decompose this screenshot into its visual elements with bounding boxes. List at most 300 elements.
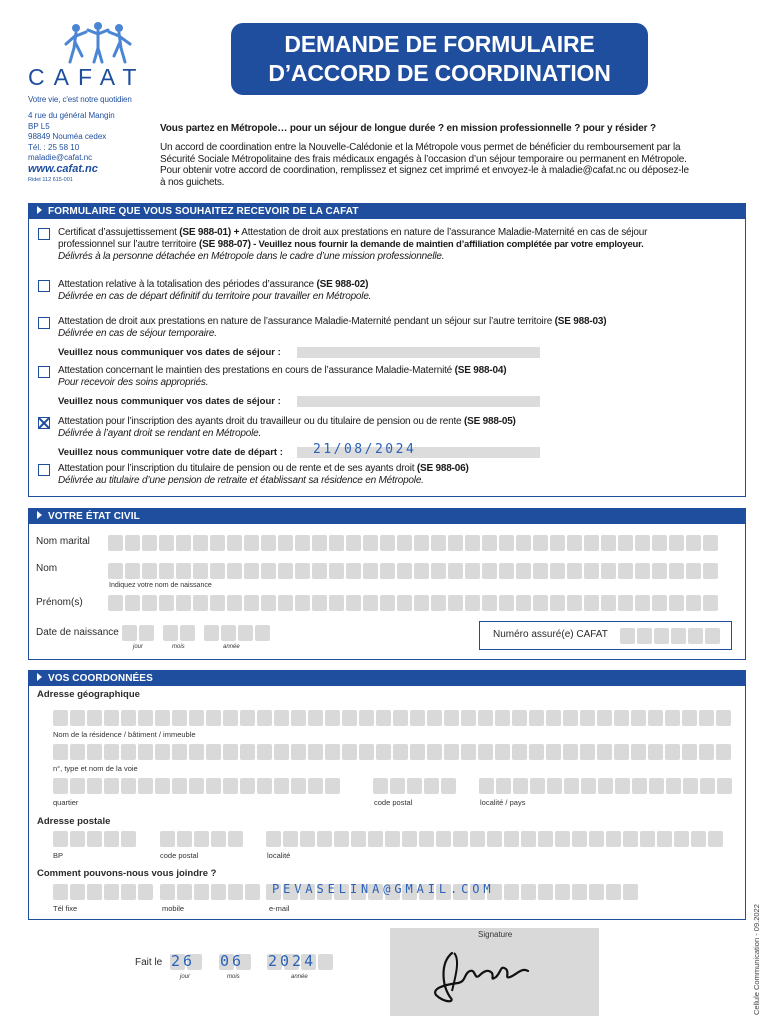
input-cell xyxy=(699,744,714,760)
bp-label: BP xyxy=(53,851,64,860)
birth-year-input[interactable] xyxy=(204,625,270,641)
option-se-988-02 xyxy=(38,279,728,303)
input-cell xyxy=(70,884,85,900)
input-cell xyxy=(257,710,272,726)
input-cell xyxy=(108,595,123,611)
input-cell xyxy=(414,535,429,551)
input-cell xyxy=(329,563,344,579)
input-cell xyxy=(555,831,570,847)
intro-line: Pour obtenir votre accord de coordination, remplissez et signez cet imprimé et envoyez-le à maladie@cafat.nc ou déposez-le xyxy=(160,165,689,176)
input-cell xyxy=(176,535,191,551)
voie-input[interactable] xyxy=(53,744,731,760)
input-cell xyxy=(295,563,310,579)
input-cell xyxy=(580,710,595,726)
input-cell xyxy=(325,710,340,726)
input-cell xyxy=(620,628,635,644)
input-cell xyxy=(448,595,463,611)
option-se-988-04 xyxy=(38,365,728,389)
option-note: - Veuillez nous fournir la demande de maintien d’affiliation complétée par votre employeur. xyxy=(250,239,644,250)
input-cell xyxy=(584,595,599,611)
input-cell xyxy=(87,744,102,760)
option-label: Attestation relative à la totalisation des périodes d’assurance xyxy=(58,279,317,290)
cafat-logo-figures-icon xyxy=(62,22,134,66)
residence-input[interactable] xyxy=(53,710,731,726)
input-cell xyxy=(325,744,340,760)
input-cell xyxy=(618,535,633,551)
input-cell xyxy=(238,625,253,641)
input-cell xyxy=(363,595,378,611)
input-cell xyxy=(496,778,511,794)
input-cell xyxy=(210,595,225,611)
option-label: Attestation de droit aux prestations en nature de l’assurance Maladie-Maternité pendant un séjour sur l’autre territoire xyxy=(58,316,555,327)
input-cell xyxy=(716,710,731,726)
input-cell xyxy=(699,710,714,726)
input-cell xyxy=(499,595,514,611)
input-cell xyxy=(312,563,327,579)
input-cell xyxy=(504,831,519,847)
input-cell xyxy=(632,778,647,794)
checkbox-se-988-03[interactable] xyxy=(38,317,50,329)
signature-label: Signature xyxy=(478,930,513,939)
input-cell xyxy=(142,535,157,551)
input-cell xyxy=(189,744,204,760)
form-code: (SE 988-05) xyxy=(463,416,516,427)
adresse-geo-heading: Adresse géographique xyxy=(37,689,140,700)
option-label: Attestation pour l’inscription du titulaire de pension ou de rente et de ses ayants droit xyxy=(58,463,417,474)
input-cell xyxy=(155,710,170,726)
input-cell xyxy=(318,954,333,970)
input-cell xyxy=(121,884,136,900)
input-cell xyxy=(142,563,157,579)
input-cell xyxy=(172,710,187,726)
input-cell xyxy=(278,595,293,611)
input-cell xyxy=(546,744,561,760)
input-cell xyxy=(180,625,195,641)
address-line: 4 rue du général Mangin xyxy=(28,111,115,120)
birth-day-input[interactable] xyxy=(122,625,154,641)
input-cell xyxy=(538,831,553,847)
quartier-input[interactable] xyxy=(53,778,340,794)
input-cell xyxy=(516,563,531,579)
input-cell xyxy=(227,535,242,551)
input-cell xyxy=(193,563,208,579)
input-cell xyxy=(390,778,405,794)
input-cell xyxy=(635,595,650,611)
input-cell xyxy=(104,831,119,847)
input-cell xyxy=(631,744,646,760)
input-cell xyxy=(291,744,306,760)
input-cell xyxy=(380,563,395,579)
input-cell xyxy=(300,831,315,847)
input-cell xyxy=(87,884,102,900)
input-cell xyxy=(206,778,221,794)
input-cell xyxy=(665,744,680,760)
option-description: Délivrée en cas de départ définitif du territoire pour travailler en Métropole. xyxy=(58,291,372,302)
input-cell xyxy=(53,831,68,847)
input-cell xyxy=(193,595,208,611)
code-postal-label: code postal xyxy=(160,851,199,860)
input-cell xyxy=(244,595,259,611)
triangle-right-icon xyxy=(37,673,42,681)
input-cell xyxy=(448,535,463,551)
input-cell xyxy=(334,831,349,847)
form-code: (SE 988-07) xyxy=(199,239,251,250)
input-cell xyxy=(546,710,561,726)
input-cell xyxy=(312,535,327,551)
input-cell xyxy=(516,595,531,611)
input-cell xyxy=(211,831,226,847)
jour-label: jour xyxy=(180,974,191,980)
address-line: 98849 Nouméa cedex xyxy=(28,132,107,142)
option-description: Pour recevoir des soins appropriés. xyxy=(58,377,209,388)
input-cell xyxy=(223,710,238,726)
fait-le-label: Fait le xyxy=(135,957,163,968)
input-cell xyxy=(533,595,548,611)
input-cell xyxy=(283,831,298,847)
input-cell xyxy=(228,884,243,900)
nom-marital-input[interactable] xyxy=(108,535,718,551)
input-cell xyxy=(512,710,527,726)
intro-line: Un accord de coordination entre la Nouvelle-Calédonie et la Métropole vous permet de bénéficier du remboursement par la xyxy=(160,142,681,153)
input-cell xyxy=(346,535,361,551)
input-cell xyxy=(210,563,225,579)
option-label: Attestation concernant le maintien des prestations en cours de l’assurance Maladie-Maternité xyxy=(58,365,455,376)
input-cell xyxy=(204,625,219,641)
input-cell xyxy=(686,535,701,551)
joindre-heading: Comment pouvons-nous vous joindre ? xyxy=(37,868,217,879)
input-cell xyxy=(648,710,663,726)
input-cell xyxy=(308,710,323,726)
input-cell xyxy=(635,563,650,579)
input-cell xyxy=(444,744,459,760)
input-cell xyxy=(635,535,650,551)
input-cell xyxy=(482,595,497,611)
localite-input[interactable] xyxy=(266,831,723,847)
input-cell xyxy=(274,778,289,794)
input-cell xyxy=(465,535,480,551)
input-cell xyxy=(648,744,663,760)
cafat-slogan: Votre vie, c'est notre quotidien xyxy=(28,95,132,104)
input-cell xyxy=(671,628,686,644)
input-cell xyxy=(139,625,154,641)
input-cell xyxy=(584,563,599,579)
input-cell xyxy=(717,778,732,794)
input-cell xyxy=(567,595,582,611)
prenoms-label: Prénom(s) xyxy=(36,597,83,608)
input-cell xyxy=(160,884,175,900)
input-cell xyxy=(564,778,579,794)
input-cell xyxy=(572,831,587,847)
input-cell xyxy=(274,744,289,760)
nom-input[interactable] xyxy=(108,563,718,579)
intro-line: à nos guichets. xyxy=(160,176,225,188)
input-cell xyxy=(427,744,442,760)
tel-fixe-input[interactable] xyxy=(53,884,153,900)
input-cell xyxy=(657,831,672,847)
input-cell xyxy=(244,535,259,551)
input-cell xyxy=(516,535,531,551)
input-cell xyxy=(351,831,366,847)
input-cell xyxy=(665,710,680,726)
input-cell xyxy=(530,778,545,794)
input-cell xyxy=(601,563,616,579)
ridet-number: Ridet 112 615-001 xyxy=(28,176,73,183)
input-cell xyxy=(227,563,242,579)
input-cell xyxy=(652,595,667,611)
prenoms-input[interactable] xyxy=(108,595,718,611)
triangle-right-icon xyxy=(37,511,42,519)
section-heading-label: VOTRE ÉTAT CIVIL xyxy=(48,511,140,522)
input-cell xyxy=(601,535,616,551)
option-description: Délivrés à la personne détachée en Métropole dans le cadre d’une mission professionnelle. xyxy=(58,251,445,262)
input-cell xyxy=(686,563,701,579)
checkbox-se-988-01[interactable] xyxy=(38,228,50,240)
input-cell xyxy=(359,710,374,726)
checkbox-se-988-06[interactable] xyxy=(38,464,50,476)
input-cell xyxy=(87,710,102,726)
input-cell xyxy=(669,595,684,611)
input-cell xyxy=(465,563,480,579)
option-se-988-03 xyxy=(38,316,728,340)
section-formulaire xyxy=(28,203,746,497)
input-cell xyxy=(461,744,476,760)
input-cell xyxy=(295,535,310,551)
tel-fixe-label: Tél fixe xyxy=(53,904,78,913)
checkbox-se-988-04[interactable] xyxy=(38,366,50,378)
input-cell xyxy=(563,710,578,726)
input-cell xyxy=(342,710,357,726)
cafat-logo-text: CAFAT xyxy=(28,64,146,90)
input-cell xyxy=(159,563,174,579)
input-cell xyxy=(261,563,276,579)
address-line: BP L5 xyxy=(28,121,50,131)
input-cell xyxy=(470,831,485,847)
input-cell xyxy=(606,884,621,900)
input-cell xyxy=(121,831,136,847)
input-cell xyxy=(606,831,621,847)
input-cell xyxy=(550,563,565,579)
input-cell xyxy=(359,744,374,760)
voie-label: n°, type et nom de la voie xyxy=(53,764,138,773)
input-cell xyxy=(177,884,192,900)
input-cell xyxy=(581,778,596,794)
birth-month-input[interactable] xyxy=(163,625,195,641)
sejour-dates-input[interactable] xyxy=(297,396,540,407)
input-cell xyxy=(325,778,340,794)
input-cell xyxy=(163,625,178,641)
input-cell xyxy=(479,778,494,794)
checkbox-se-988-05-checked[interactable] xyxy=(38,417,50,429)
input-cell xyxy=(189,778,204,794)
input-cell xyxy=(53,744,68,760)
input-cell xyxy=(533,535,548,551)
residence-label: Nom de la résidence / bâtiment / immeuble xyxy=(53,730,196,739)
input-cell xyxy=(257,744,272,760)
input-cell xyxy=(618,595,633,611)
input-cell xyxy=(159,595,174,611)
input-cell xyxy=(138,744,153,760)
input-cell xyxy=(125,595,140,611)
input-cell xyxy=(244,563,259,579)
input-cell xyxy=(87,831,102,847)
code-postal-postal-input[interactable] xyxy=(160,831,243,847)
input-cell xyxy=(453,831,468,847)
input-cell xyxy=(601,595,616,611)
input-cell xyxy=(682,710,697,726)
input-cell xyxy=(580,744,595,760)
input-cell xyxy=(308,778,323,794)
input-cell xyxy=(138,710,153,726)
bp-input[interactable] xyxy=(53,831,136,847)
form-code: (SE 988-04) xyxy=(454,365,507,376)
input-cell xyxy=(529,710,544,726)
input-cell xyxy=(512,744,527,760)
input-cell xyxy=(104,710,119,726)
fait-month-value: 06 xyxy=(220,952,245,970)
section-heading xyxy=(29,204,745,219)
input-cell xyxy=(478,710,493,726)
email-link[interactable]: maladie@cafat.nc xyxy=(28,153,93,163)
input-cell xyxy=(240,778,255,794)
input-cell xyxy=(615,778,630,794)
input-cell xyxy=(533,563,548,579)
option-se-988-01 xyxy=(38,227,728,263)
input-cell xyxy=(210,535,225,551)
input-cell xyxy=(221,625,236,641)
input-cell xyxy=(397,595,412,611)
input-cell xyxy=(674,831,689,847)
input-cell xyxy=(373,778,388,794)
triangle-right-icon xyxy=(37,206,42,214)
input-cell xyxy=(686,595,701,611)
input-cell xyxy=(499,563,514,579)
sejour-dates-input[interactable] xyxy=(297,347,540,358)
input-cell xyxy=(555,884,570,900)
code-postal-input[interactable] xyxy=(373,778,456,794)
input-cell xyxy=(705,628,720,644)
input-cell xyxy=(495,710,510,726)
signature-scribble-icon xyxy=(430,945,550,1005)
input-cell xyxy=(414,563,429,579)
input-cell xyxy=(410,710,425,726)
input-cell xyxy=(393,710,408,726)
input-cell xyxy=(482,535,497,551)
input-cell xyxy=(53,710,68,726)
input-cell xyxy=(108,535,123,551)
input-cell xyxy=(431,595,446,611)
fait-day-value: 26 xyxy=(171,952,196,970)
input-cell xyxy=(211,884,226,900)
option-se-988-05 xyxy=(38,416,728,440)
input-cell xyxy=(261,535,276,551)
email-field-label: e-mail xyxy=(269,904,290,913)
input-cell xyxy=(419,831,434,847)
input-cell xyxy=(121,778,136,794)
depart-date-value: 21/08/2024 xyxy=(313,442,417,457)
input-cell xyxy=(142,595,157,611)
input-cell xyxy=(614,744,629,760)
input-cell xyxy=(227,595,242,611)
section-heading xyxy=(29,671,745,686)
input-cell xyxy=(521,831,536,847)
input-cell xyxy=(266,831,281,847)
input-cell xyxy=(654,628,669,644)
input-cell xyxy=(312,595,327,611)
form-code: (SE 988-03) xyxy=(554,316,607,327)
mois-label: mois xyxy=(172,644,185,650)
input-cell xyxy=(499,535,514,551)
input-cell xyxy=(121,744,136,760)
input-cell xyxy=(623,884,638,900)
checkbox-se-988-02[interactable] xyxy=(38,280,50,292)
input-cell xyxy=(623,831,638,847)
option-description: Délivrée au titulaire d’une pension de retraite et établissant sa résidence en Métropole. xyxy=(58,475,424,486)
sejour-dates-label: Veuillez nous communiquer vos dates de séjour : xyxy=(58,347,281,358)
input-cell xyxy=(346,563,361,579)
input-cell xyxy=(177,831,192,847)
numero-assure-input[interactable] xyxy=(620,628,720,644)
input-cell xyxy=(376,710,391,726)
input-cell xyxy=(691,831,706,847)
localite-pays-input[interactable] xyxy=(479,778,732,794)
localite-pays-label: localité / pays xyxy=(480,798,526,807)
input-cell xyxy=(598,778,613,794)
input-cell xyxy=(669,563,684,579)
form-code: (SE 988-06) xyxy=(416,463,469,474)
input-cell xyxy=(176,595,191,611)
input-cell xyxy=(700,778,715,794)
input-cell xyxy=(155,744,170,760)
input-cell xyxy=(597,744,612,760)
title-line-2: D’ACCORD DE COORDINATION xyxy=(268,60,611,86)
input-cell xyxy=(504,884,519,900)
input-cell xyxy=(618,563,633,579)
mois-label: mois xyxy=(227,974,240,980)
input-cell xyxy=(380,535,395,551)
mobile-input[interactable] xyxy=(160,884,260,900)
input-cell xyxy=(194,831,209,847)
input-cell xyxy=(547,778,562,794)
intro-question: Vous partez en Métropole… pour un séjour de longue durée ? en mission professionnelle ? pour y résider ? xyxy=(160,123,656,134)
input-cell xyxy=(346,595,361,611)
input-cell xyxy=(193,535,208,551)
input-cell xyxy=(414,595,429,611)
input-cell xyxy=(402,831,417,847)
website-link[interactable]: www.cafat.nc xyxy=(28,162,98,175)
input-cell xyxy=(159,535,174,551)
section-heading-label: FORMULAIRE QUE VOUS SOUHAITEZ RECEVOIR DE LA CAFAT xyxy=(48,206,359,217)
input-cell xyxy=(550,595,565,611)
page-title xyxy=(231,23,648,95)
jour-label: jour xyxy=(133,644,144,650)
intro-paragraph xyxy=(160,142,722,188)
input-cell xyxy=(424,778,439,794)
option-description: Délivrée en cas de séjour temporaire. xyxy=(58,328,217,339)
input-cell xyxy=(427,710,442,726)
input-cell xyxy=(363,535,378,551)
input-cell xyxy=(53,778,68,794)
localite-label: localité xyxy=(267,851,291,860)
input-cell xyxy=(465,595,480,611)
input-cell xyxy=(317,831,332,847)
input-cell xyxy=(444,710,459,726)
input-cell xyxy=(255,625,270,641)
input-cell xyxy=(572,884,587,900)
input-cell xyxy=(407,778,422,794)
quartier-label: quartier xyxy=(53,798,79,807)
input-cell xyxy=(240,744,255,760)
input-cell xyxy=(436,831,451,847)
